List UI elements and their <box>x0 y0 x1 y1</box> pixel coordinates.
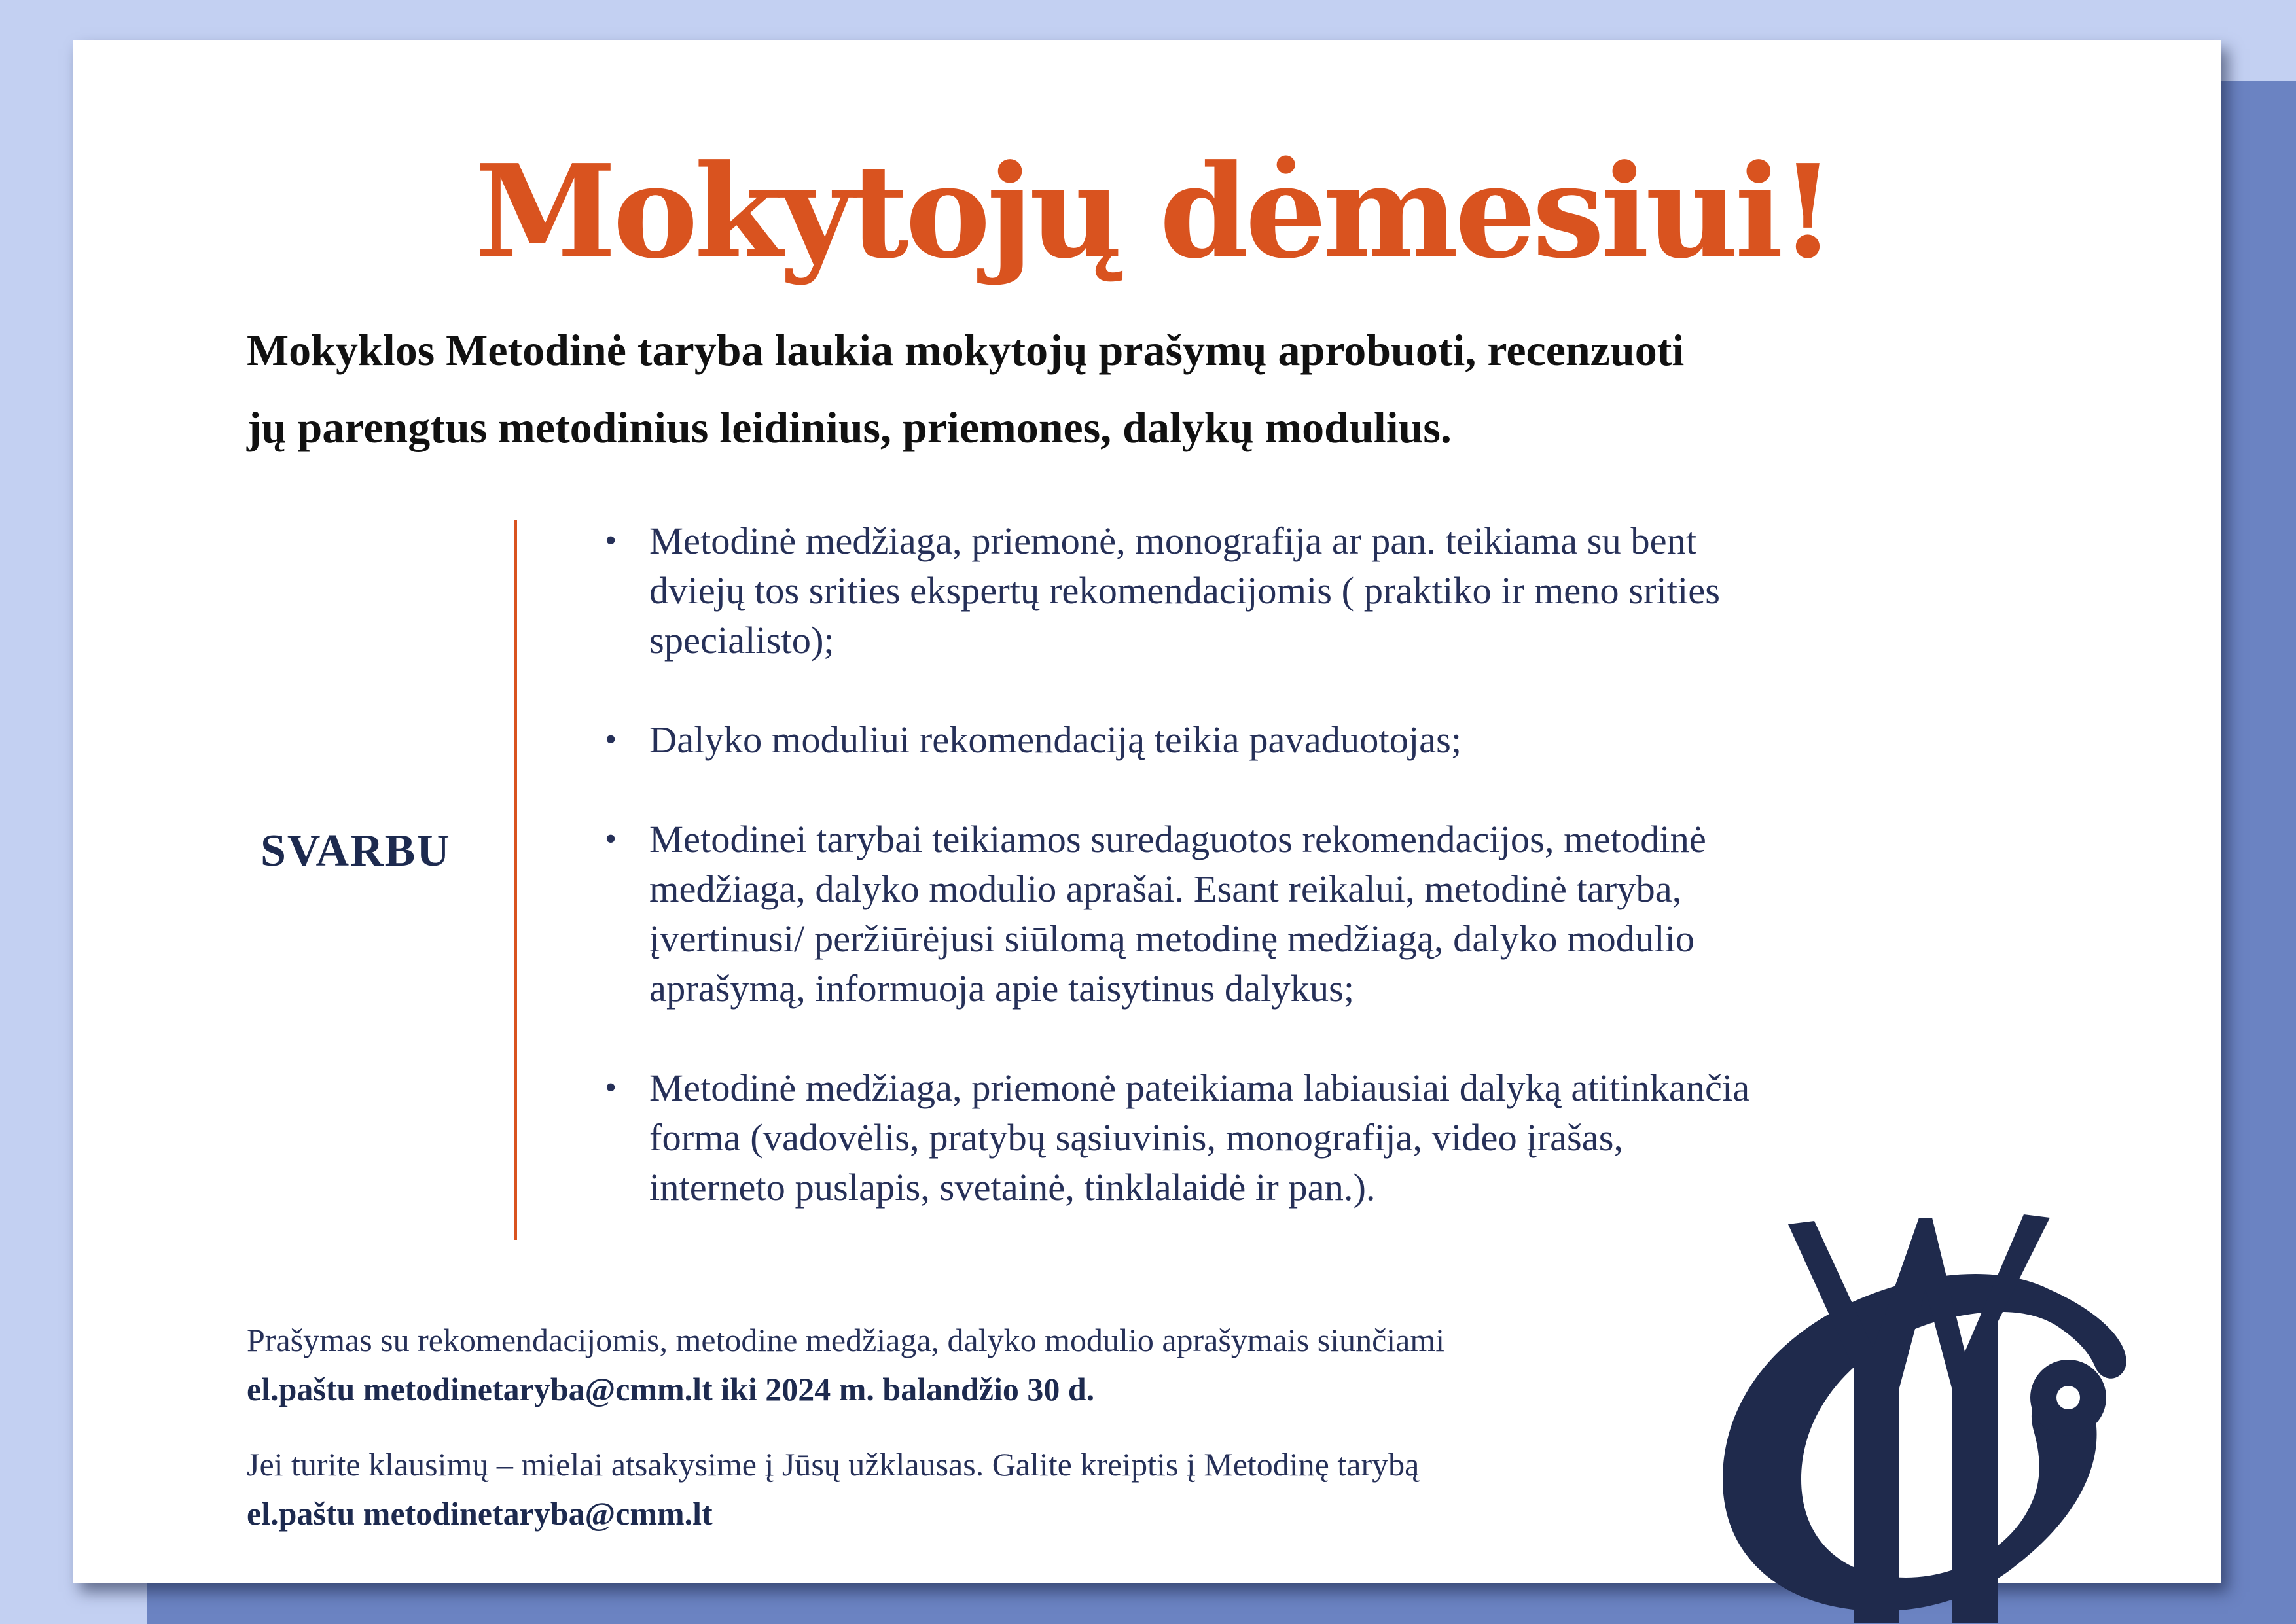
vertical-divider <box>514 520 517 1240</box>
submission-text: Prašymas su rekomendacijomis, metodine medžiaga, dalyko modulio aprašymais siunčiami <box>247 1322 1445 1358</box>
bullet-icon: • <box>605 1069 617 1106</box>
questions-text: Jei turite klausimų – mielai atsakysime į Jūsų užklausas. Galite kreiptis į Metodinę tarybą <box>247 1446 1420 1483</box>
cmm-monogram-logo-icon <box>1710 1172 2181 1623</box>
list-item-line: Dalyko moduliui rekomendaciją teikia pavaduotojas; <box>649 718 1462 761</box>
bullet-icon: • <box>605 522 617 559</box>
list-item-line: specialisto); <box>649 619 834 662</box>
submission-deadline: el.paštu metodinetaryba@cmm.lt iki 2024 m. balandžio 30 d. <box>247 1371 1095 1407</box>
questions-email: el.paštu metodinetaryba@cmm.lt <box>247 1495 713 1532</box>
important-label: SVARBU <box>260 826 451 876</box>
intro-line: Mokyklos Metodinė taryba laukia mokytojų prašymų aprobuoti, recenzuoti <box>247 325 1685 375</box>
list-item-line: medžiaga, dalyko modulio aprašai. Esant reikalui, metodinė taryba, <box>649 868 1682 910</box>
intro-paragraph <box>247 311 1883 466</box>
requirements-list <box>603 516 1860 1262</box>
title-container <box>73 137 2233 287</box>
list-item-line: įvertinusi/ peržiūrėjusi siūlomą metodinę medžiagą, dalyko modulio <box>649 917 1695 960</box>
list-item-line: Metodinė medžiaga, priemonė, monografija ar pan. teikiama su bent <box>649 520 1697 562</box>
questions-info <box>247 1440 1687 1538</box>
list-item <box>603 715 1860 765</box>
intro-line: jų parengtus metodinius leidinius, priemones, dalykų modulius. <box>247 402 1452 452</box>
submission-info <box>247 1316 1687 1414</box>
list-item-line: dviejų tos srities ekspertų rekomendacijomis ( praktiko ir meno srities <box>649 569 1721 612</box>
list-item <box>603 1063 1860 1212</box>
list-item-line: Metodinei tarybai teikiamos suredaguotos rekomendacijos, metodinė <box>649 818 1706 860</box>
logo-c-terminal-inner <box>2056 1386 2080 1409</box>
list-item-line: forma (vadovėlis, pratybų sąsiuvinis, monografija, video įrašas, <box>649 1116 1624 1159</box>
list-item <box>603 516 1860 665</box>
list-item-line: Metodinė medžiaga, priemonė pateikiama labiausiai dalyką atitinkančia <box>649 1067 1750 1109</box>
logo-c-shape <box>1723 1274 2126 1611</box>
list-item-line: interneto puslapis, svetainė, tinklalaidė ir pan.). <box>649 1166 1376 1209</box>
list-item <box>603 815 1860 1014</box>
list-item-line: aprašymą, informuoja apie taisytinus dalykus; <box>649 967 1355 1010</box>
notice-card <box>73 40 2221 1583</box>
bullet-icon: • <box>605 721 617 758</box>
bullet-icon: • <box>605 821 617 858</box>
page-title: Mokytojų dėmesiui! <box>475 137 1832 287</box>
